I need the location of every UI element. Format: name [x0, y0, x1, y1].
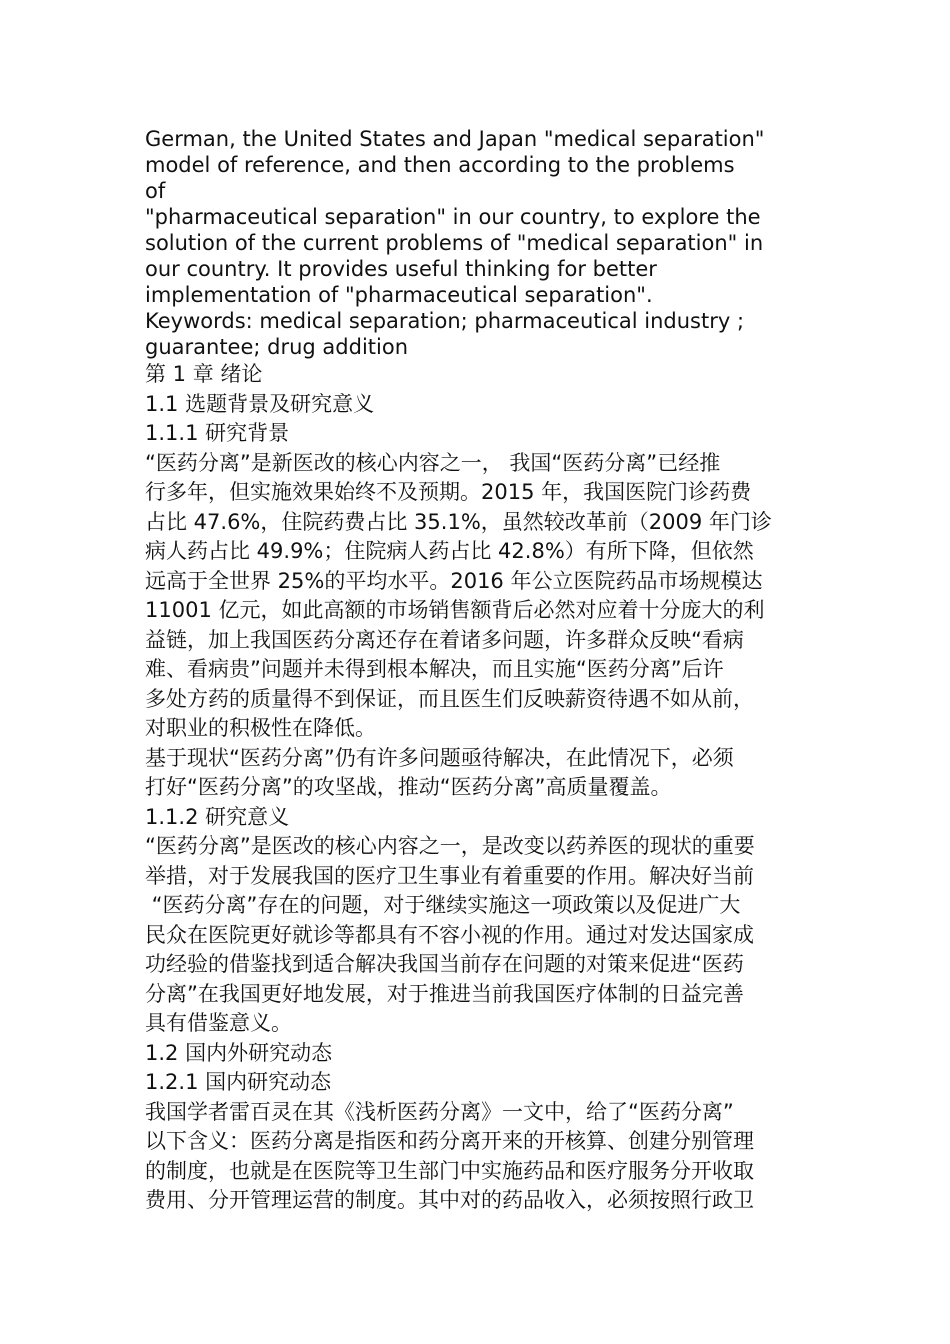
abstract-line: solution of the current problems of "medical separation" in [145, 231, 764, 255]
abstract-line: German, the United States and Japan "medical separation" [145, 127, 765, 151]
paragraph-line: 病人药占比 49.9%；住院病人药占比 42.8%）有所下降，但依然 [145, 539, 754, 563]
section-heading-1-1-2: 1.1.2 研究意义 [145, 804, 290, 829]
section-heading-1-2-1: 1.2.1 国内研究动态 [145, 1070, 332, 1094]
abstract-line: model of reference, and then according to the problems [145, 153, 735, 177]
section-heading-1-2: 1.2 国内外研究动态 [145, 1040, 333, 1065]
paragraph-line: 分离”在我国更好地发展，对于推进当前我国医疗体制的日益完善 [145, 981, 744, 1006]
document-page [145, 126, 810, 1216]
abstract-line: our country. It provides useful thinking for better [145, 257, 657, 281]
paragraph-domestic [145, 1098, 810, 1216]
paragraph-line: 难、看病贵”问题并未得到根本解决，而且实施“医药分离”后许 [145, 657, 724, 681]
paragraph-line: “医药分离”存在的问题，对于继续实施这一项政策以及促进广大 [145, 893, 741, 917]
paragraph-line: 举措，对于发展我国的医疗卫生事业有着重要的作用。解决好当前 [145, 863, 754, 888]
section-heading-1-1-1: 1.1.1 研究背景 [145, 421, 290, 445]
paragraph-line: “医药分离”是新医改的核心内容之一， 我国“医药分离”已经推 [145, 450, 721, 475]
paragraph-line: 费用、分开管理运营的制度。其中对的药品收入，必须按照行政卫 [145, 1188, 754, 1212]
abstract-line: of [145, 179, 166, 203]
paragraph-line: 的制度，也就是在医院等卫生部门中实施药品和医疗服务分开收取 [145, 1158, 754, 1183]
paragraph-line: 功经验的借鉴找到适合解决我国当前存在问题的对策来促进“医药 [145, 952, 744, 976]
paragraph-line: 对职业的积极性在降低。 [145, 716, 376, 740]
paragraph-line: 11001 亿元，如此高额的市场销售额背后必然对应着十分庞大的利 [145, 598, 765, 622]
paragraph-line: 打好“医药分离”的攻坚战，推动“医药分离”高质量覆盖。 [145, 775, 672, 799]
paragraph-line: 远高于全世界 25%的平均水平。2016 年公立医院药品市场规模达 [145, 568, 763, 593]
abstract-english [145, 126, 810, 308]
paragraph-line: 占比 47.6%，住院药费占比 35.1%，虽然较改革前（2009 年门诊 [145, 509, 772, 534]
chapter-title: 第 1 章 绪论 [145, 362, 263, 386]
paragraph-line: 行多年，但实施效果始终不及预期。2015 年，我国医院门诊药费 [145, 480, 752, 504]
paragraph-line: “医药分离”是医改的核心内容之一，是改变以药养医的现状的重要 [145, 834, 755, 858]
section-heading-1-1: 1.1 选题背景及研究意义 [145, 391, 375, 416]
keywords-line: Keywords: medical separation; pharmaceutical industry ; [145, 309, 745, 333]
keywords [145, 308, 810, 360]
paragraph-line: 我国学者雷百灵在其《浅析医药分离》一文中，给了“医药分离” [145, 1099, 734, 1124]
paragraph-line: 基于现状“医药分离”仍有许多问题亟待解决，在此情况下，必须 [145, 745, 734, 770]
paragraph-line: 民众在医院更好就诊等都具有不容小视的作用。通过对发达国家成 [145, 922, 754, 947]
abstract-line: "pharmaceutical separation" in our country, to explore the [145, 205, 761, 229]
paragraph-line: 多处方药的质量得不到保证，而且医生们反映薪资待遇不如从前， [145, 686, 754, 711]
paragraph-line: 益链，加上我国医药分离还存在着诸多问题，许多群众反映“看病 [145, 627, 744, 652]
paragraph-line: 具有借鉴意义。 [145, 1011, 292, 1035]
keywords-line: guarantee; drug addition [145, 335, 409, 359]
paragraph-background-2 [145, 744, 810, 803]
paragraph-line: 以下含义：医药分离是指医和药分离开来的开核算、创建分别管理 [145, 1129, 754, 1153]
paragraph-background-1 [145, 449, 810, 744]
abstract-line: implementation of "pharmaceutical separation". [145, 283, 653, 307]
paragraph-significance [145, 832, 810, 1039]
